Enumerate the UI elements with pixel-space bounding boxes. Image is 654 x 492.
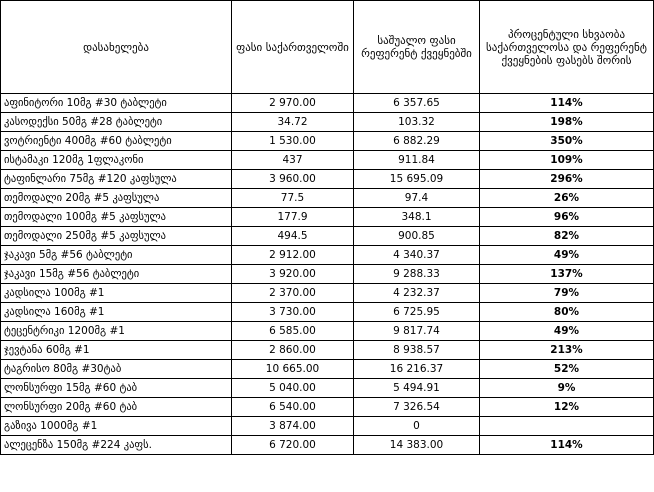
table-row <box>1 398 654 417</box>
price-georgia-cell: 437 <box>232 151 354 170</box>
pct-diff-cell: 26% <box>480 189 654 208</box>
avg-ref-price-cell: 6 357.65 <box>354 94 480 113</box>
price-georgia-cell: 2 370.00 <box>232 284 354 303</box>
header-pct-diff: პროცენტული სხვაობა საქართველოსა და რეფერენტ ქვეყნების ფასებს შორის <box>480 1 654 94</box>
avg-ref-price-cell: 0 <box>354 417 480 436</box>
drug-name-cell: ჯევტანა 60მგ #1 <box>1 341 232 360</box>
pct-diff-cell: 350% <box>480 132 654 151</box>
table-row <box>1 436 654 455</box>
table-body <box>1 94 654 455</box>
avg-ref-price-cell: 16 216.37 <box>354 360 480 379</box>
pct-diff-cell: 296% <box>480 170 654 189</box>
drug-name-cell: ჯაკავი 5მგ #56 ტაბლეტი <box>1 246 232 265</box>
drug-name-cell: თემოდალი 20მგ #5 კაფსულა <box>1 189 232 208</box>
price-georgia-cell: 1 530.00 <box>232 132 354 151</box>
pct-diff-cell: 137% <box>480 265 654 284</box>
table-row <box>1 303 654 322</box>
drug-name-cell: ისტამაკი 120მგ 1ფლაკონი <box>1 151 232 170</box>
price-georgia-cell: 6 540.00 <box>232 398 354 417</box>
table-row <box>1 94 654 113</box>
avg-ref-price-cell: 97.4 <box>354 189 480 208</box>
header-avg-ref-price: საშუალო ფასი რეფერენტ ქვეყნებში <box>354 1 480 94</box>
pct-diff-cell: 49% <box>480 322 654 341</box>
drug-name-cell: თემოდალი 250მგ #5 კაფსულა <box>1 227 232 246</box>
price-georgia-cell: 10 665.00 <box>232 360 354 379</box>
price-georgia-cell: 5 040.00 <box>232 379 354 398</box>
pct-diff-cell: 198% <box>480 113 654 132</box>
pct-diff-cell: 49% <box>480 246 654 265</box>
avg-ref-price-cell: 9 817.74 <box>354 322 480 341</box>
avg-ref-price-cell: 900.85 <box>354 227 480 246</box>
avg-ref-price-cell: 5 494.91 <box>354 379 480 398</box>
drug-name-cell: ლონსურფი 20მგ #60 ტაბ <box>1 398 232 417</box>
drug-name-cell: ალეცენზა 150მგ #224 კაფს. <box>1 436 232 455</box>
price-georgia-cell: 3 960.00 <box>232 170 354 189</box>
table-row <box>1 189 654 208</box>
table-row <box>1 151 654 170</box>
table-row <box>1 246 654 265</box>
pct-diff-cell: 213% <box>480 341 654 360</box>
price-georgia-cell: 2 970.00 <box>232 94 354 113</box>
avg-ref-price-cell: 9 288.33 <box>354 265 480 284</box>
pct-diff-cell: 79% <box>480 284 654 303</box>
price-georgia-cell: 3 730.00 <box>232 303 354 322</box>
price-georgia-cell: 177.9 <box>232 208 354 227</box>
pct-diff-cell: 52% <box>480 360 654 379</box>
price-georgia-cell: 77.5 <box>232 189 354 208</box>
pct-diff-cell: 82% <box>480 227 654 246</box>
drug-name-cell: ვოტრიენტი 400მგ #60 ტაბლეტი <box>1 132 232 151</box>
avg-ref-price-cell: 7 326.54 <box>354 398 480 417</box>
drug-name-cell: ტეცენტრიკი 1200მგ #1 <box>1 322 232 341</box>
table-row <box>1 341 654 360</box>
header-name: დასახელება <box>1 1 232 94</box>
avg-ref-price-cell: 911.84 <box>354 151 480 170</box>
avg-ref-price-cell: 4 232.37 <box>354 284 480 303</box>
avg-ref-price-cell: 4 340.37 <box>354 246 480 265</box>
price-georgia-cell: 6 720.00 <box>232 436 354 455</box>
header-row <box>1 1 654 94</box>
table-row <box>1 113 654 132</box>
table-row <box>1 227 654 246</box>
table-row <box>1 322 654 341</box>
table-row <box>1 360 654 379</box>
table-row <box>1 132 654 151</box>
drug-name-cell: ჯაკავი 15მგ #56 ტაბლეტი <box>1 265 232 284</box>
table-row <box>1 265 654 284</box>
table-row <box>1 417 654 436</box>
table-row <box>1 170 654 189</box>
price-georgia-cell: 6 585.00 <box>232 322 354 341</box>
pct-diff-cell: 114% <box>480 436 654 455</box>
price-georgia-cell: 3 920.00 <box>232 265 354 284</box>
pct-diff-cell: 109% <box>480 151 654 170</box>
pct-diff-cell: 80% <box>480 303 654 322</box>
header-price-georgia: ფასი საქართველოში <box>232 1 354 94</box>
price-georgia-cell: 3 874.00 <box>232 417 354 436</box>
drug-name-cell: კადსილა 100მგ #1 <box>1 284 232 303</box>
drug-name-cell: გაზივა 1000მგ #1 <box>1 417 232 436</box>
price-georgia-cell: 34.72 <box>232 113 354 132</box>
avg-ref-price-cell: 103.32 <box>354 113 480 132</box>
price-georgia-cell: 2 912.00 <box>232 246 354 265</box>
pct-diff-cell <box>480 417 654 436</box>
avg-ref-price-cell: 14 383.00 <box>354 436 480 455</box>
avg-ref-price-cell: 348.1 <box>354 208 480 227</box>
pct-diff-cell: 96% <box>480 208 654 227</box>
price-georgia-cell: 494.5 <box>232 227 354 246</box>
drug-name-cell: ტაგრისო 80მგ #30ტაბ <box>1 360 232 379</box>
table-row <box>1 379 654 398</box>
drug-name-cell: კადსილა 160მგ #1 <box>1 303 232 322</box>
pct-diff-cell: 12% <box>480 398 654 417</box>
drug-name-cell: ლონსურფი 15მგ #60 ტაბ <box>1 379 232 398</box>
drug-name-cell: ტაფინლარი 75მგ #120 კაფსულა <box>1 170 232 189</box>
avg-ref-price-cell: 6 725.95 <box>354 303 480 322</box>
table-row <box>1 208 654 227</box>
drug-name-cell: თემოდალი 100მგ #5 კაფსულა <box>1 208 232 227</box>
price-georgia-cell: 2 860.00 <box>232 341 354 360</box>
pct-diff-cell: 9% <box>480 379 654 398</box>
table-row <box>1 284 654 303</box>
drug-name-cell: კასოდექსი 50მგ #28 ტაბლეტი <box>1 113 232 132</box>
avg-ref-price-cell: 15 695.09 <box>354 170 480 189</box>
avg-ref-price-cell: 8 938.57 <box>354 341 480 360</box>
avg-ref-price-cell: 6 882.29 <box>354 132 480 151</box>
drug-name-cell: აფინიტორი 10მგ #30 ტაბლეტი <box>1 94 232 113</box>
pct-diff-cell: 114% <box>480 94 654 113</box>
